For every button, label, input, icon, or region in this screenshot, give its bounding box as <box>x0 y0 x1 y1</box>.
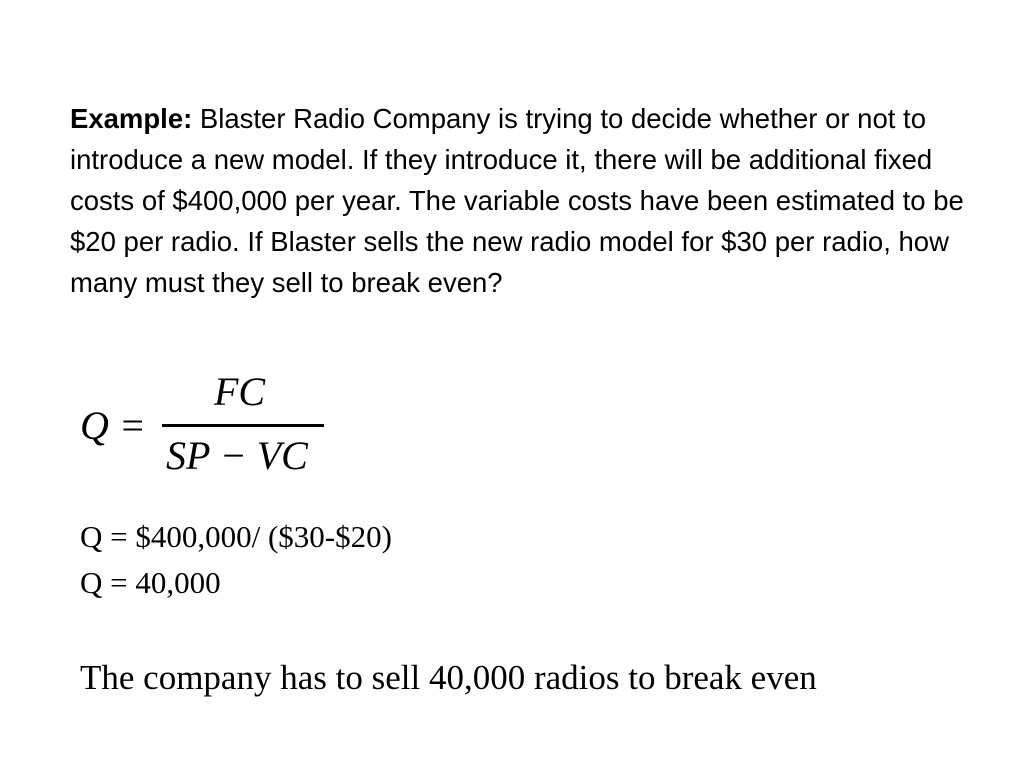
calculation-line-2: Q = 40,000 <box>80 565 221 600</box>
formula-denominator: SP − VC <box>166 433 308 478</box>
formula-lhs: Q = <box>80 403 146 448</box>
example-problem-text <box>70 98 970 303</box>
example-body: Blaster Radio Company is trying to decide whether or not to introduce a new model. If they introduce it, there will be additional fixed costs of $400,000 per year. The variable costs have been estimated to be $20 per radio. If Blaster sells the new radio model for $30 per radio, how many must they sell to break even? <box>70 103 964 298</box>
calculation-line-1: Q = $400,000/ ($30-$20) <box>80 519 392 554</box>
conclusion-text: The company has to sell 40,000 radios to break even <box>80 658 817 697</box>
break-even-formula <box>78 368 338 480</box>
example-label: Example: <box>70 103 193 134</box>
fraction-bar <box>162 424 324 427</box>
formula-numerator: FC <box>214 369 266 414</box>
